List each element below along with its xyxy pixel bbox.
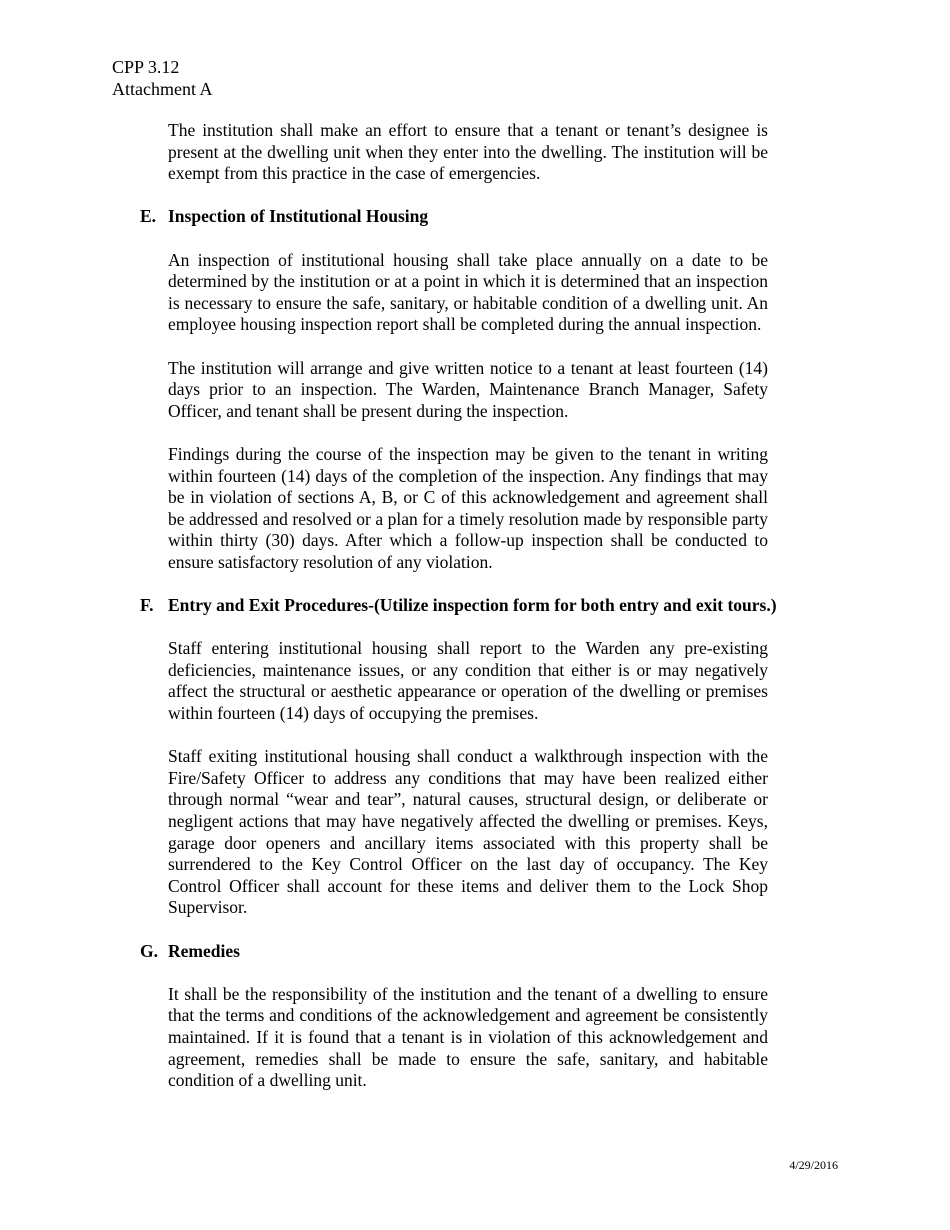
section-title: Inspection of Institutional Housing [168,206,429,227]
section-e-paragraph-1: An inspection of institutional housing shall take place annually on a date to be determined by the institution or at a point in which it is determined that an inspection is necessary to ensure the safe, sanitary, or habitable condition of a dwelling unit. An employee housing inspection report shall be completed during the annual inspection. [168,249,768,335]
section-f-heading [140,595,798,617]
section-f-paragraph-2: Staff exiting institutional housing shall conduct a walkthrough inspection with the Fire/Safety Officer to address any conditions that may have been realized either through normal “wear and tear”, natural causes, structural design, or deliberate or negligent actions that may have negatively affected the dwelling or premises. Keys, garage door openers and ancillary items associated with this property shall be surrendered to the Key Control Officer on the last day of occupancy. The Key Control Officer shall account for these items and deliver them to the Lock Shop Supervisor. [168,746,768,918]
section-letter: G. [140,940,158,961]
document-header [112,56,212,100]
section-letter: F. [140,595,154,616]
intro-paragraph: The institution shall make an effort to ensure that a tenant or tenant’s designee is present at the dwelling unit when they enter into the dwelling. The institution will be exempt from this practice in the case of emergencies. [168,120,768,184]
section-f-paragraph-1: Staff entering institutional housing shall report to the Warden any pre-existing deficiencies, maintenance issues, or any condition that either is or may negatively affect the structural or aesthetic appearance or operation of the dwelling or premises within fourteen (14) days of occupying the premises. [168,638,768,724]
section-g-paragraph-1: It shall be the responsibility of the institution and the tenant of a dwelling to ensure that the terms and conditions of the acknowledgement and agreement be consistently maintained. If it is found that a tenant is in violation of this acknowledgement and agreement, remedies shall be made to ensure the safe, sanitary, and habitable condition of a dwelling unit. [168,983,768,1091]
section-e-heading [140,206,798,228]
section-letter: E. [140,206,157,227]
section-e-paragraph-2: The institution will arrange and give written notice to a tenant at least fourteen (14) days prior to an inspection. The Warden, Maintenance Branch Manager, Safety Officer, and tenant shall be present during the inspection. [168,357,768,421]
document-id: CPP 3.12 [112,57,180,77]
footer-date: 4/29/2016 [789,1158,838,1172]
section-title: Remedies [168,940,240,961]
document-body [140,120,800,1113]
section-title: Entry and Exit Procedures-(Utilize inspection form for both entry and exit tours.) [168,595,777,616]
section-e-paragraph-3: Findings during the course of the inspection may be given to the tenant in writing within fourteen (14) days of the completion of the inspection. Any findings that may be in violation of sections A, B, or C of this acknowledgement and agreement shall be addressed and resolved or a plan for a timely resolution made by responsible party within thirty (30) days. After which a follow-up inspection shall be conducted to ensure satisfactory resolution of any violation. [168,443,768,572]
section-g-heading [140,941,798,963]
attachment-label: Attachment A [112,79,213,99]
